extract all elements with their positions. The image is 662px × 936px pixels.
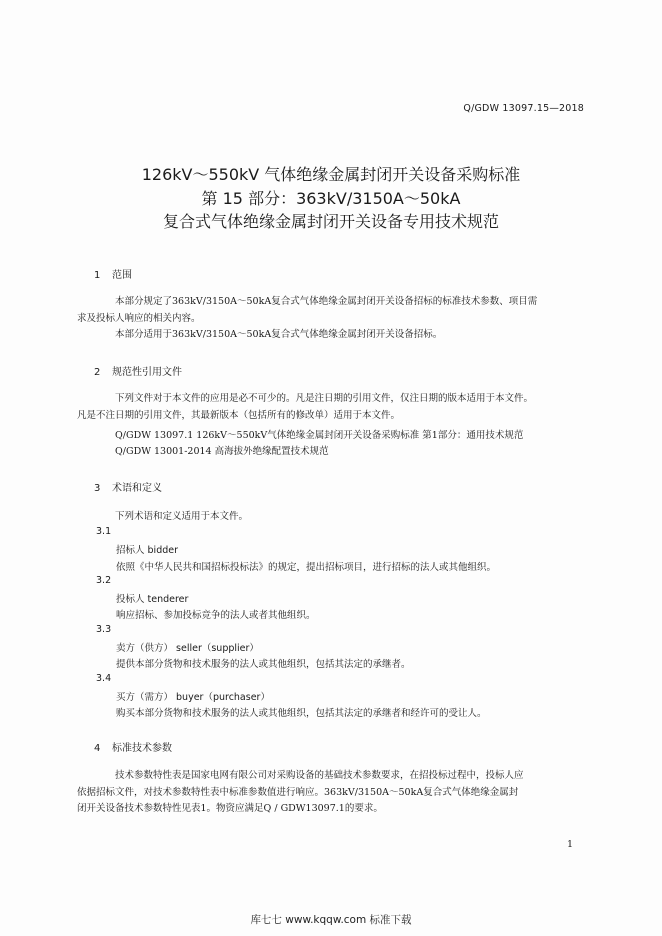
section-1-paragraph-2: 本部分适用于363kV/3150A～50kA复合式气体绝缘金属封闭开关设备招标。 <box>115 329 443 340</box>
section-2-paragraph-1 <box>77 391 584 424</box>
term-name: 买方（需方） buyer（purchaser） <box>116 692 270 703</box>
text-line: 闭开关设备技术参数特性见表1。物资应满足Q / GDW13097.1的要求。 <box>77 803 383 814</box>
document-title <box>0 163 662 234</box>
section-title: 规范性引用文件 <box>112 367 182 378</box>
section-title: 术语和定义 <box>112 483 162 494</box>
section-4-heading <box>94 739 172 754</box>
text-line: 求及投标人响应的相关内容。 <box>77 312 201 324</box>
term-definition: 购买本部分货物和技术服务的法人或其他组织，包括其法定的承继者和经许可的受让人。 <box>116 708 487 719</box>
term-number: 3.2 <box>96 575 112 586</box>
text-line: 依据招标文件，对技术参数特性表中标准参数值进行响应。363kV/3150A～50kA复合式气体绝缘金属封 <box>77 786 519 798</box>
term-definition: 依照《中华人民共和国招标投标法》的规定，提出招标项目，进行招标的法人或其他组织。 <box>116 562 497 573</box>
term-definition: 提供本部分货物和技术服务的法人或其他组织，包括其法定的承继者。 <box>116 659 411 670</box>
section-title: 范围 <box>112 270 132 281</box>
title-line-1: 126kV～550kV 气体绝缘金属封闭开关设备采购标准 <box>141 165 521 184</box>
title-line-3: 复合式气体绝缘金属封闭开关设备专用技术规范 <box>162 212 499 231</box>
standard-code: Q/GDW 13097.15—2018 <box>463 103 584 114</box>
section-number: 4 <box>94 743 101 754</box>
section-1-paragraph-1 <box>77 294 584 327</box>
term-number: 3.4 <box>96 673 112 684</box>
reference-2: Q/GDW 13001-2014 高海拔外绝缘配置技术规范 <box>115 446 329 457</box>
term-name: 投标人 tenderer <box>116 594 189 605</box>
section-2-heading <box>94 363 182 378</box>
page-number: 1 <box>567 839 574 850</box>
section-1-heading <box>94 266 132 281</box>
section-number: 1 <box>94 270 101 281</box>
text-line: 下列文件对于本文件的应用是必不可少的。凡是注日期的引用文件，仅注日期的版本适用于本文件。 <box>115 393 534 404</box>
section-3-heading <box>94 479 162 494</box>
section-4-paragraph-1 <box>77 768 584 818</box>
term-name: 招标人 bidder <box>116 545 179 556</box>
text-line: 本部分规定了363kV/3150A～50kA复合式气体绝缘金属封闭开关设备招标的标准技术参数、项目需 <box>115 296 538 307</box>
footer-watermark: 库七七 www.kqqw.com 标准下载 <box>250 914 412 926</box>
section-number: 3 <box>94 483 101 494</box>
text-line: 凡是不注日期的引用文件，其最新版本（包括所有的修改单）适用于本文件。 <box>77 409 401 421</box>
text-line: 技术参数特性表是国家电网有限公司对采购设备的基础技术参数要求，在招投标过程中，投标人应 <box>115 770 524 781</box>
term-definition: 响应招标、参加投标竞争的法人或者其他组织。 <box>116 610 316 621</box>
term-name: 卖方（供方） seller（supplier） <box>116 643 259 654</box>
section-title: 标准技术参数 <box>112 743 172 754</box>
title-line-2: 第 15 部分：363kV/3150A～50kA <box>201 188 461 208</box>
term-number: 3.1 <box>96 526 112 537</box>
section-number: 2 <box>94 367 101 378</box>
section-3-intro: 下列术语和定义适用于本文件。 <box>115 511 249 522</box>
term-number: 3.3 <box>96 624 112 635</box>
reference-1: Q/GDW 13097.1 126kV～550kV气体绝缘金属封闭开关设备采购标准 第1部分：通用技术规范 <box>115 430 524 441</box>
